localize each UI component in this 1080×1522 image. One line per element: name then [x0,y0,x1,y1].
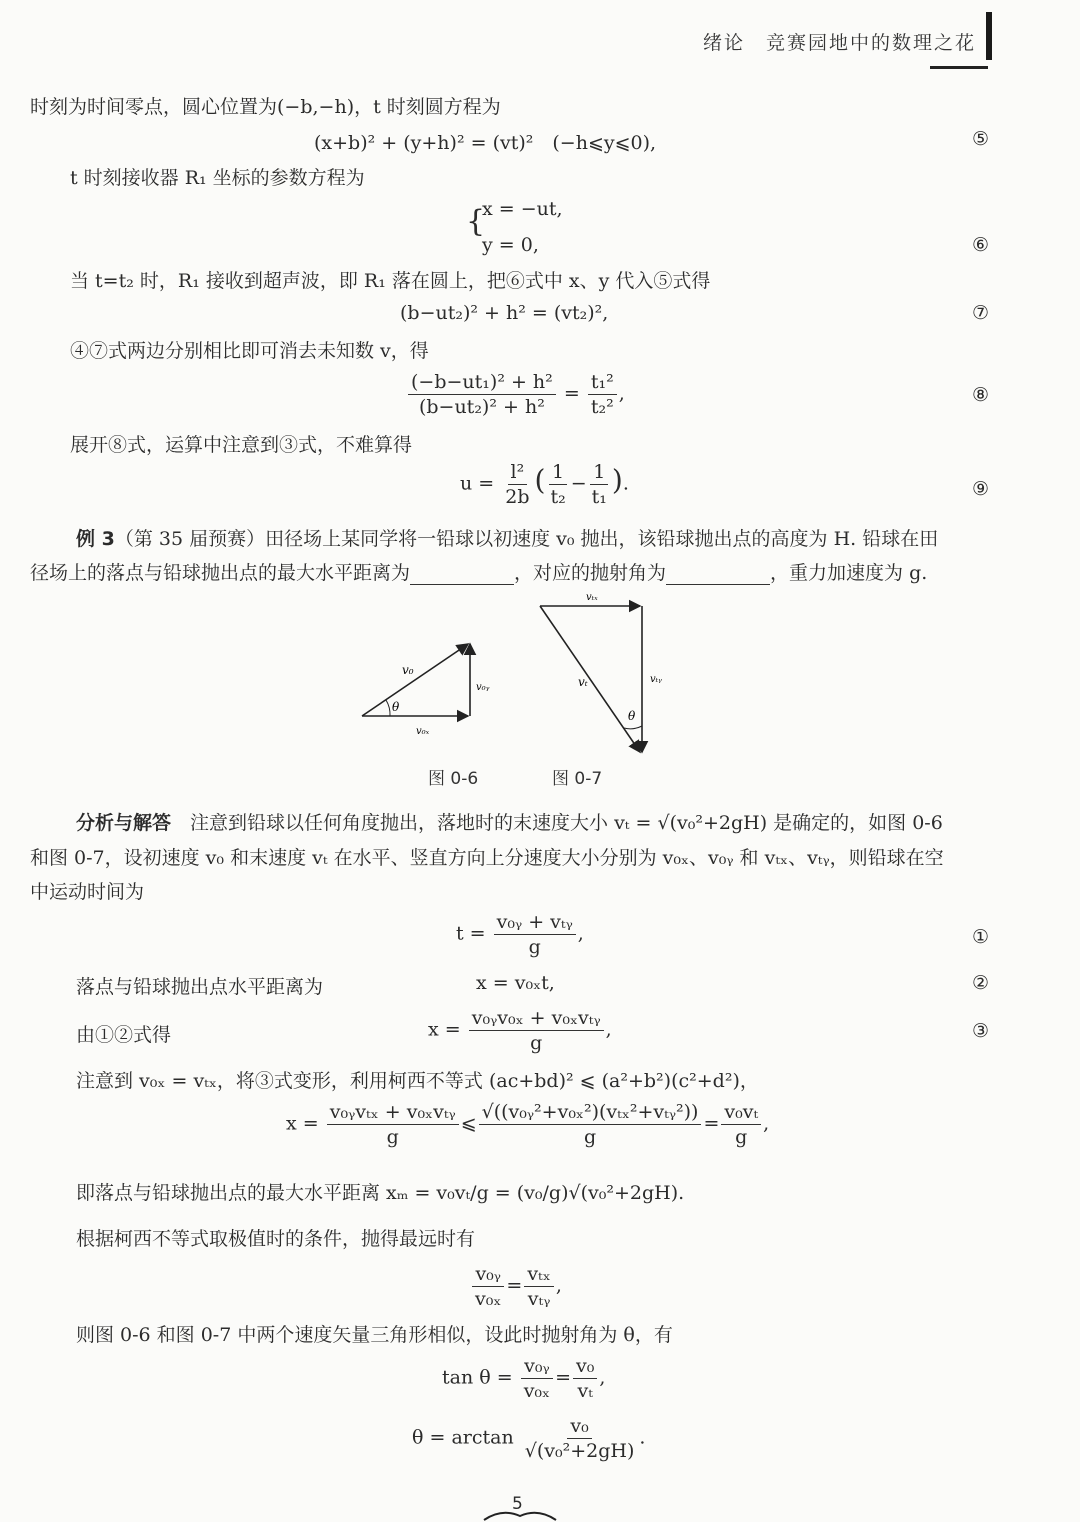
answer-blank-2[interactable] [666,562,770,585]
analysis-line-1 [76,808,943,835]
text-line-6: 落点与铅球抛出点水平距离为 [76,976,324,998]
e4-lhs: x = [286,1112,319,1135]
equation-number-1: ① [972,926,990,948]
equation-9: u = $\frac{\text{l²}}{2b}$ ( $\frac{1}{\text{t₂}}$ − $\frac{1}{\text{t₁}}$ ). [460,461,629,508]
eq9-f3-num: 1 [590,460,608,485]
answer-blank-1[interactable] [410,562,514,585]
label-vty: vₜᵧ [650,674,662,685]
label-v0: v₀ [402,663,414,677]
equation-8: $\frac{\text{(−b−ut₁)² + h²}}{\text{(b−ut₂)² + h²}}$ = $\frac{\text{t₁²}}{\text{t₂²}}$ , [406,370,625,419]
equation-1: t = $\frac{\text{v₀ᵧ + vₜᵧ}}{g}$ , [456,911,584,958]
equation-7: (b−ut₂)² + h² = (vt₂)², [400,302,609,324]
example-3-line-1 [76,524,938,551]
example-text-2a: 径场上的落点与铅球抛出点的最大水平距离为 [30,562,411,584]
figure-0-7-caption: 图 0-7 [552,769,603,789]
e6-f1-num: v₀ᵧ [521,1354,553,1379]
label-v0x: v₀ₓ [416,726,430,737]
e6-f2-num: v₀ [573,1354,597,1379]
analysis-text-1: 注意到铅球以任何角度抛出，落地时的末速度大小 vₜ = √(v₀²+2gH) 是确定的，如图 0-6 [190,812,943,834]
equation-2: x = v₀ₓt, [476,972,555,994]
equation-number-2: ② [972,972,990,994]
example-text-1: （第 35 届预赛）田径场上某同学将一铅球以初速度 v₀ 抛出，该铅球抛出点的高度为 H. 铅球在田 [114,528,939,550]
equation-number-3: ③ [972,1020,990,1042]
figure-0-7 [540,592,662,752]
e4-f3-num: v₀vₜ [721,1100,761,1125]
e3-lhs: x = [428,1018,461,1041]
example-label: 例 3 [76,528,115,550]
e4-f2-num: √((v₀ᵧ²+v₀ₓ²)(vₜₓ²+vₜᵧ²)) [479,1100,702,1125]
e3-den: g [530,1032,543,1054]
e1-den: g [528,936,541,958]
figure-0-6-caption: 图 0-6 [428,769,479,789]
header-rule [930,66,988,69]
theta-arc-2 [624,726,642,729]
e6-f2-den: vₜ [577,1380,593,1402]
label-theta-1: θ [392,700,400,714]
equation-6a: x = −ut, [482,198,563,220]
e4-f3-den: g [735,1126,748,1148]
e6-lhs: tan θ = [442,1366,513,1389]
text-line-1: 时刻为时间零点，圆心位置为(−b,−h)，t 时刻圆方程为 [30,96,501,118]
text-line-2: t 时刻接收器 R₁ 坐标的参数方程为 [70,167,365,189]
text-line-10: 根据柯西不等式取极值时的条件，抛得最远时有 [76,1228,476,1250]
e1-lhs: t = [456,922,486,945]
equation-number-5: ⑤ [972,128,990,150]
equation-6b: y = 0, [482,234,539,256]
text-line-8: 注意到 v₀ₓ = vₜₓ，将③式变形，利用柯西不等式 (ac+bd)² ⩽ (a²+b²)(c²+d²)， [76,1070,759,1092]
eq8-numerator: (−b−ut₁)² + h² [408,370,556,395]
eq9-f3-den: t₁ [591,486,607,508]
eq9-f2-num: 1 [549,460,567,485]
example-text-2c: ，重力加速度为 g. [770,562,928,584]
analysis-line-2: 和图 0-7，设初速度 v₀ 和末速度 vₜ 在水平、竖直方向上分速度大小分别为 v₀ₓ、v₀ᵧ 和 vₜₓ、vₜᵧ，则铅球在空 [30,847,944,869]
example-text-2b: ，对应的抛射角为 [514,562,667,584]
example-3-line-2 [30,558,927,585]
label-theta-2: θ [628,709,636,723]
eq9-f2-den: t₂ [550,486,566,508]
vt-arrow [540,606,640,752]
equation-number-7: ⑦ [972,302,990,324]
eq8-r-denominator: t₂² [590,396,614,418]
equation-5: (x+b)² + (y+h)² = (vt)² (−h⩽y⩽0), [314,132,657,154]
text-line-3: 当 t=t₂ 时，R₁ 接收到超声波，即 R₁ 落在圆上，把⑥式中 x、y 代入⑤式得 [70,270,711,292]
equation-number-8: ⑧ [972,384,990,406]
equation-7-arctan: θ = arctan $\frac{\text{v₀}}{\text{√(v₀²+2gH)}}$ . [412,1415,646,1462]
figure-0-6 [362,644,490,737]
e4-f1-num: v₀ᵧvₜₓ + v₀ₓvₜᵧ [327,1100,459,1125]
v0-arrow [362,644,468,716]
analysis-line-3: 中运动时间为 [30,881,145,903]
e5-f1-num: v₀ᵧ [472,1262,504,1287]
footer-ornament-icon [480,1508,560,1522]
e1-num: v₀ᵧ + vₜᵧ [494,910,576,935]
e3-num: v₀ᵧv₀ₓ + v₀ₓvₜᵧ [469,1006,604,1031]
theta-arc-1 [386,700,390,716]
eq9-f1-num: l² [508,460,528,485]
equation-number-9: ⑨ [972,478,990,500]
label-vtx: vₜₓ [586,592,598,603]
page-number: 5 [512,1494,523,1514]
equation-4: x = $\frac{\text{v₀ᵧvₜₓ + v₀ₓvₜᵧ}}{g}$ ⩽ $\frac{\text{√((v₀ᵧ²+v₀ₓ²)(vₜₓ²+vₜᵧ²))}}{g}$ = $\frac{\text{v₀vₜ}}{g}$ , [286,1101,770,1148]
equation-6-tan: tan θ = $\frac{\text{v₀ᵧ}}{\text{v₀ₓ}}$ = $\frac{\text{v₀}}{\text{vₜ}}$ , [442,1355,606,1402]
e4-f1-den: g [386,1126,399,1148]
text-line-11: 则图 0-6 和图 0-7 中两个速度矢量三角形相似，设此时抛射角为 θ，有 [76,1324,673,1346]
e6-f1-den: v₀ₓ [523,1380,551,1402]
text-line-7: 由①②式得 [76,1024,172,1046]
e5-f2-den: vₜᵧ [527,1288,551,1310]
header-bar [986,12,992,60]
text-line-5: 展开⑧式，运算中注意到③式，不难算得 [70,434,413,456]
equation-3: x = $\frac{\text{v₀ᵧv₀ₓ + v₀ₓvₜᵧ}}{g}$ , [428,1007,612,1054]
analysis-label: 分析与解答 [76,812,172,834]
e4-f2-den: g [583,1126,597,1148]
eq8-denominator: (b−ut₂)² + h² [418,396,545,418]
equation-5b: $\frac{\text{v₀ᵧ}}{\text{v₀ₓ}}$ = $\frac{\text{vₜₓ}}{\text{vₜᵧ}}$ , [470,1262,562,1311]
eq9-f1-den: 2b [505,486,530,508]
eq9-lhs: u = [460,472,495,495]
velocity-triangle-figures [350,590,670,760]
label-vt: vₜ [578,675,588,689]
e7-num: v₀ [567,1414,591,1439]
label-v0y: v₀ᵧ [476,682,490,693]
e5-f2-num: vₜₓ [524,1262,553,1287]
text-line-9: 即落点与铅球抛出点的最大水平距离 xₘ = v₀vₜ/g = (v₀/g)√(v₀²+2gH). [76,1182,685,1204]
e5-f1-den: v₀ₓ [475,1288,502,1310]
brace: { [466,204,486,239]
running-header-title: 绪论 竞赛园地中的数理之花 [702,32,976,54]
equation-number-6: ⑥ [972,234,990,256]
text-line-4: ④⑦式两边分别相比即可消去未知数 v，得 [70,340,429,362]
eq8-r-numerator: t₁² [588,370,617,395]
e7-lhs: θ = arctan [412,1426,514,1449]
e7-den: √(v₀²+2gH) [524,1440,635,1462]
